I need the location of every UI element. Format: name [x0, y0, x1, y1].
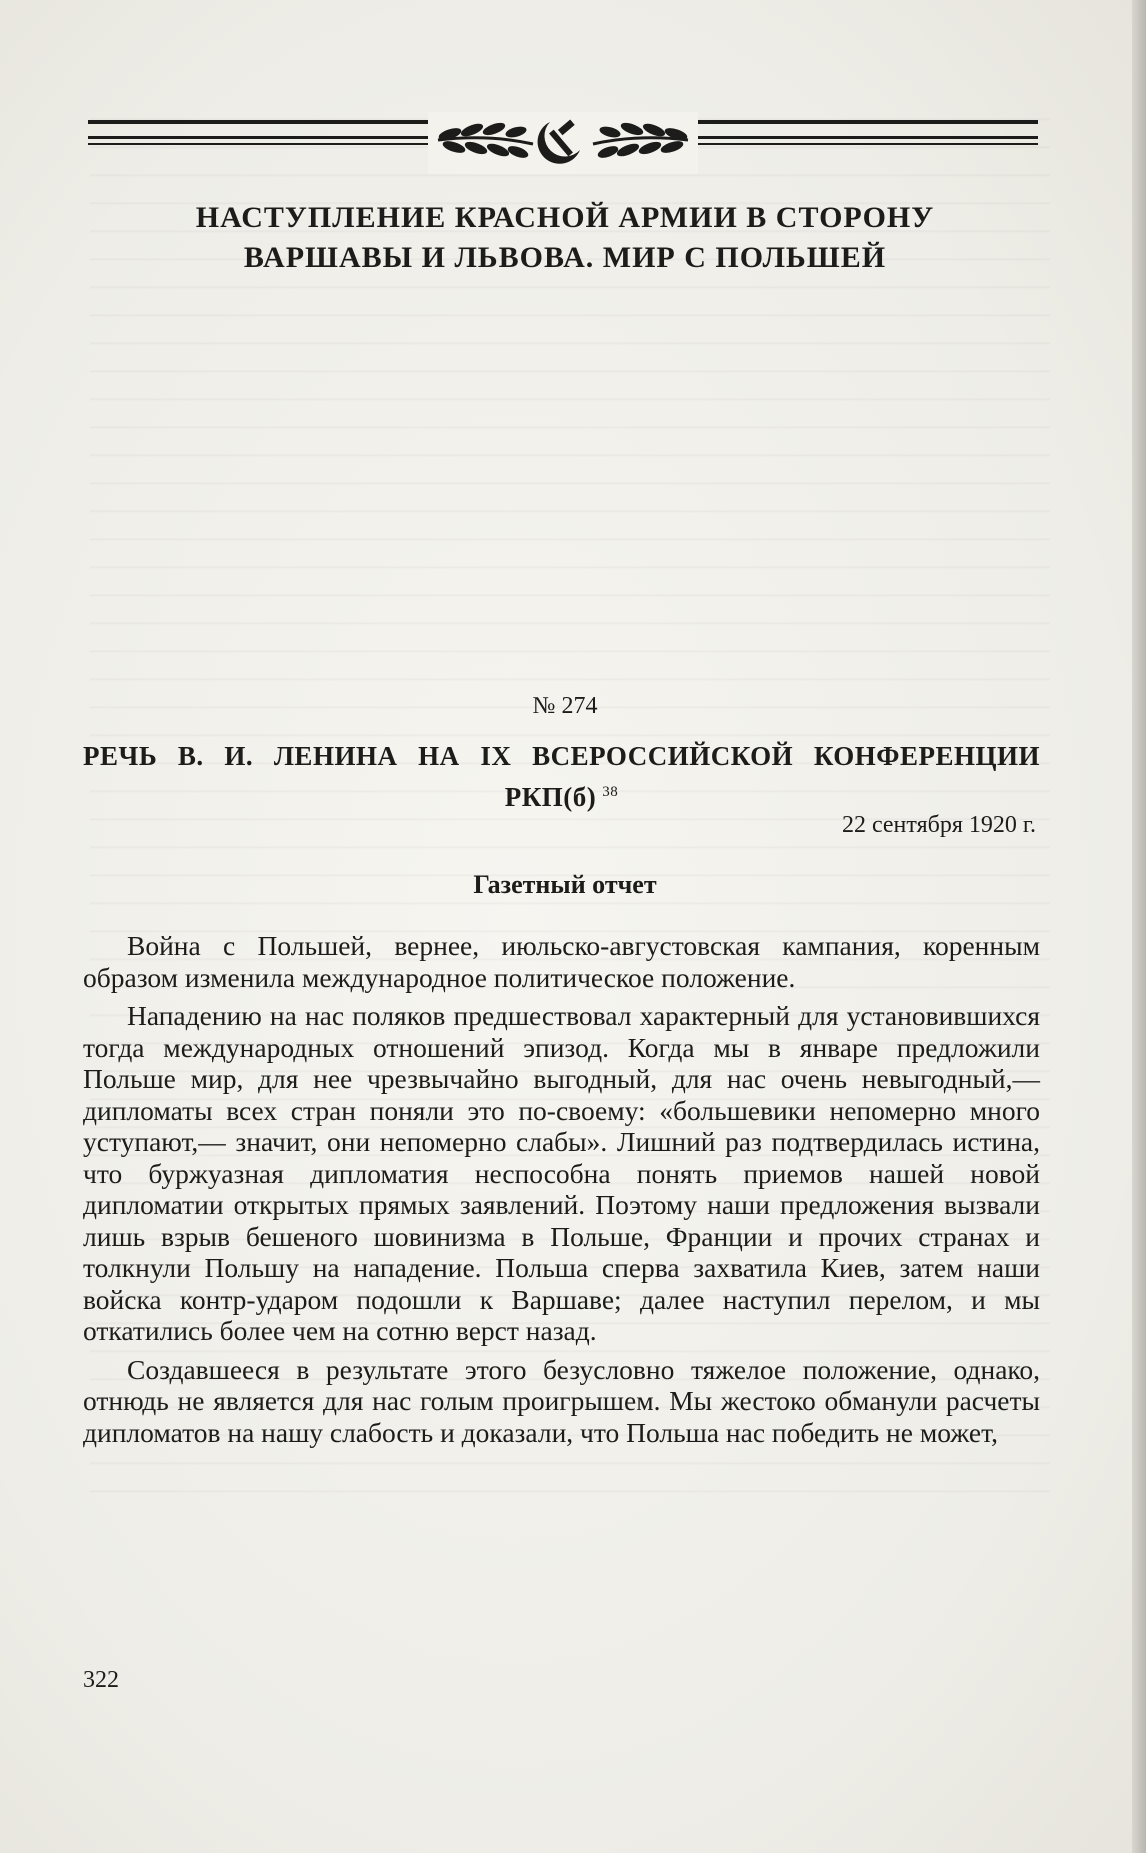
document-subheading: Газетный отчет	[473, 870, 657, 899]
ornament-header	[88, 112, 1038, 174]
section-heading-line-1: НАСТУПЛЕНИЕ КРАСНОЙ АРМИИ В СТОРОНУ	[195, 201, 935, 234]
paragraph: Война с Польшей, вернее, июльско-августовская кампания, коренным образом изменила международное политическое положение.	[83, 930, 1040, 993]
document-number: № 274	[532, 693, 598, 719]
body-text	[83, 930, 1040, 1455]
section-heading-line-2: ВАРШАВЫ И ЛЬВОВА. МИР С ПОЛЬШЕЙ	[243, 241, 887, 274]
document-date: 22 сентября 1920 г.	[841, 812, 1036, 838]
page-number: 322	[83, 1667, 119, 1693]
page-edge	[1132, 0, 1146, 1853]
document-title-text: РЕЧЬ В. И. ЛЕНИНА НА IX ВСЕРОССИЙСКОЙ КОНФЕРЕНЦИИ РКП(б)	[83, 741, 1040, 812]
paragraph: Создавшееся в результате этого безусловно тяжелое положение, однако, отнюдь не является для нас голым проигрышем. Мы жестоко обманули расчеты дипломатов на нашу слабость и доказали, что Польша нас победить не может,	[83, 1353, 1040, 1448]
section-heading	[90, 198, 1040, 278]
footnote-reference: 38	[602, 784, 619, 800]
paragraph: Нападению на нас поляков предшествовал характерный для установившихся тогда международных отношений эпизод. Когда мы в январе предложили Польше мир, для нее чрезвычайно выгодный, для нас очень невыгодный,— дипломаты всех стран поняли это по-своему: «большевики непомерно много уступают,— значит, они непомерно слабы». Лишний раз подтвердилась истина, что буржуазная дипломатия неспособна понять приемов нашей новой дипломатии открытых прямых заявлений. Поэтому наши предложения вызвали лишь взрыв бешеного шовинизма в Польше, Франции и прочих странах и толкнули Польшу на нападение. Польша сперва захватила Киев, затем наши войска контр-ударом подошли к Варшаве; далее наступил перелом, и мы откатились более чем на сотню верст назад.	[83, 1000, 1040, 1346]
document-title	[83, 738, 1040, 815]
